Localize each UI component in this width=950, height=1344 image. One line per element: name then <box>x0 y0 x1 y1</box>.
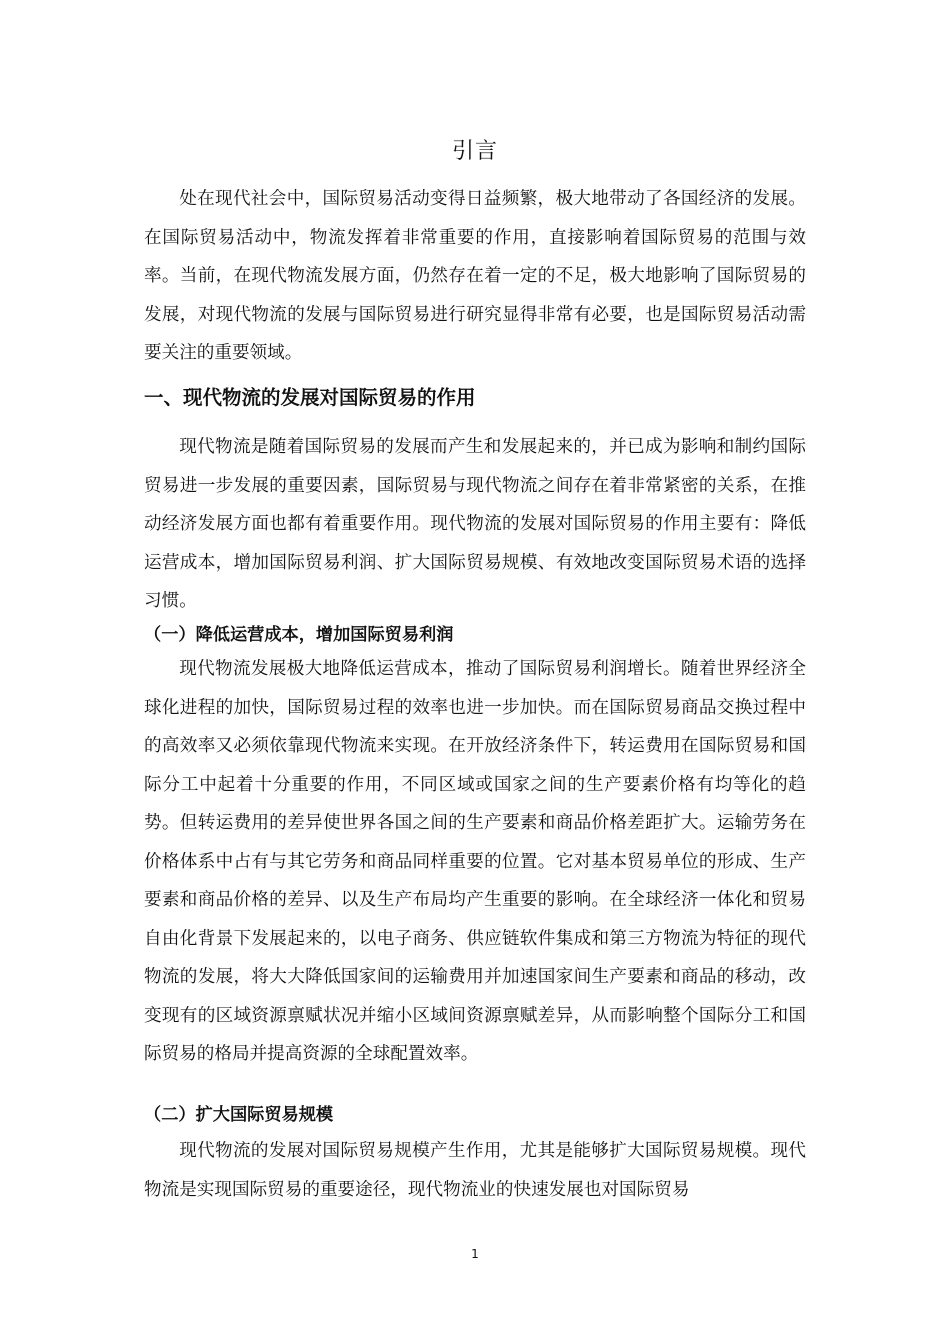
subsection-heading-1: （一）降低运营成本，增加国际贸易利润 <box>144 625 454 645</box>
section-heading: 一、现代物流的发展对国际贸易的作用 <box>144 386 476 409</box>
subsection-paragraph-1: 现代物流发展极大地降低运营成本，推动了国际贸易利润增长。随着世界经济全球化进程的加快，国际贸易过程的效率也进一步加快。而在国际贸易商品交换过程中的高效率又必须依靠现代物流来实现。在开放经济条件下，转运费用在国际贸易和国际分工中起着十分重要的作用，不同区域或国家之间的生产要素价格有均等化的趋势。但转运费用的差异使世界各国之间的生产要素和商品价格差距扩大。运输劳务在价格体系中占有与其它劳务和商品同样重要的位置。它对基本贸易单位的形成、生产要素和商品价格的差异、以及生产布局均产生重要的影响。在全球经济一体化和贸易自由化背景下发展起来的，以电子商务、供应链软件集成和第三方物流为特征的现代物流的发展，将大大降低国家间的运输费用并加速国家间生产要素和商品的移动，改变现有的区域资源禀赋状况并缩小区域间资源禀赋差异，从而影响整个国际分工和国际贸易的格局并提高资源的全球配置效率。 <box>144 659 806 1064</box>
section-paragraph: 现代物流是随着国际贸易的发展而产生和发展起来的，并已成为影响和制约国际贸易进一步发展的重要因素，国际贸易与现代物流之间存在着非常紧密的关系，在推动经济发展方面也都有着重要作用。现代物流的发展对国际贸易的作用主要有：降低运营成本，增加国际贸易利润、扩大国际贸易规模、有效地改变国际贸易术语的选择习惯。 <box>144 437 806 611</box>
subsection-heading-2: （二）扩大国际贸易规模 <box>144 1105 334 1125</box>
page-title: 引言 <box>451 139 498 164</box>
subsection-paragraph-2: 现代物流的发展对国际贸易规模产生作用，尤其是能够扩大国际贸易规模。现代物流是实现国际贸易的重要途径，现代物流业的快速发展也对国际贸易 <box>144 1141 806 1200</box>
page-number: 1 <box>471 1247 479 1261</box>
intro-paragraph: 处在现代社会中，国际贸易活动变得日益频繁，极大地带动了各国经济的发展。在国际贸易活动中，物流发挥着非常重要的作用，直接影响着国际贸易的范围与效率。当前，在现代物流发展方面，仍然存在着一定的不足，极大地影响了国际贸易的发展，对现代物流的发展与国际贸易进行研究显得非常有必要，也是国际贸易活动需要关注的重要领域。 <box>144 189 806 363</box>
